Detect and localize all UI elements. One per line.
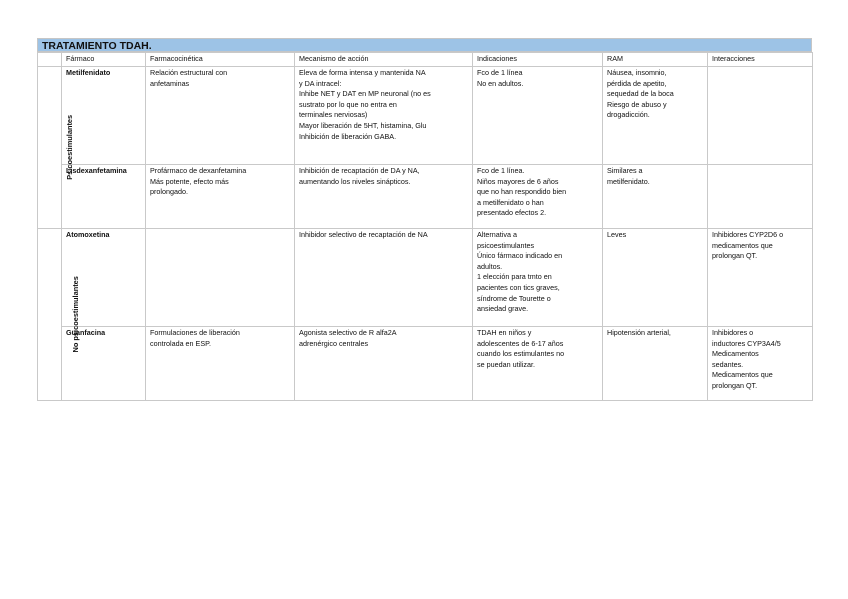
mecanismo-line: Eleva de forma intensa y mantenida NA — [299, 68, 426, 77]
interacciones-cell — [708, 67, 813, 165]
mecanismo-line: y DA intracel: — [299, 78, 342, 88]
farmaco-name: Lisdexanfetamina — [62, 165, 146, 229]
farmacocinetica-cell — [146, 229, 295, 327]
indicaciones-line: Niños mayores de 6 años — [477, 176, 559, 186]
mecanismo-line: Inhibe NET y DAT en MP neuronal (no es — [299, 89, 431, 99]
mecanismo-cell — [295, 229, 473, 327]
indicaciones-line: Fco de 1 línea. — [477, 166, 525, 175]
mecanismo-line: adrenérgico centrales — [299, 338, 369, 348]
interacciones-line: medicamentos que — [712, 240, 773, 250]
ram-line: Riesgo de abuso y — [607, 99, 667, 109]
mecanismo-line: Inhibidor selectivo de recaptación de NA — [299, 230, 428, 239]
indicaciones-line: 1 elección para tmto en — [477, 272, 552, 282]
farmacocinetica-line: Más potente, efecto más — [150, 176, 229, 186]
indicaciones-line: se puedan utilizar. — [477, 359, 535, 369]
indicaciones-line: Alternativa a — [477, 230, 517, 239]
table-row — [38, 67, 813, 165]
interacciones-line: prolongan QT. — [712, 380, 758, 390]
interacciones-cell — [708, 229, 813, 327]
farmacocinetica-cell — [146, 67, 295, 165]
ram-line: sequedad de la boca — [607, 89, 674, 99]
mecanismo-line: sustrato por lo que no entra en — [299, 99, 397, 109]
interacciones-line: Inhibidores o — [712, 328, 754, 337]
header-indicaciones: Indicaciones — [473, 53, 603, 67]
ram-line: Similares a — [607, 166, 643, 175]
ram-line: metilfenidato. — [607, 176, 650, 186]
interacciones-line: prolongan QT. — [712, 251, 758, 261]
indicaciones-line: ansiedad grave. — [477, 304, 529, 314]
mecanismo-line: Agonista selectivo de R alfa2A — [299, 328, 397, 337]
indicaciones-line: pacientes con tics graves, — [477, 282, 560, 292]
farmaco-name: Metilfenidato — [62, 67, 146, 165]
farmacocinetica-line: Formulaciones de liberación — [150, 328, 240, 337]
farmacocinetica-line: controlada en ESP. — [150, 338, 212, 348]
mecanismo-cell — [295, 165, 473, 229]
document-title: TRATAMIENTO TDAH. — [37, 38, 812, 52]
indicaciones-cell — [473, 67, 603, 165]
interacciones-cell — [708, 165, 813, 229]
indicaciones-line: presentado efectos 2. — [477, 208, 547, 218]
group-label-cell — [38, 67, 75, 229]
farmacocinetica-line: prolongado. — [150, 187, 188, 197]
ram-cell — [603, 165, 708, 229]
interacciones-line: Medicamentos que — [712, 370, 773, 380]
table-row — [38, 229, 813, 327]
header-group — [38, 53, 62, 67]
ram-cell — [603, 67, 708, 165]
table-header-row — [38, 53, 813, 67]
indicaciones-line: adultos. — [477, 261, 503, 271]
indicaciones-line: TDAH en niños y — [477, 328, 532, 337]
indicaciones-line: Fco de 1 línea — [477, 68, 523, 77]
indicaciones-line: Único fármaco indicado en — [477, 251, 563, 261]
ram-line: pérdida de apetito, — [607, 78, 667, 88]
farmacocinetica-cell — [146, 165, 295, 229]
interacciones-line: Medicamentos — [712, 349, 759, 359]
mecanismo-line: terminales nerviosas) — [299, 110, 368, 120]
indicaciones-line: adolescentes de 6-17 años — [477, 338, 564, 348]
mecanismo-line: Inhibición de recaptación de DA y NA, — [299, 166, 420, 175]
mecanismo-line: aumentando los niveles sinápticos. — [299, 176, 411, 186]
table-row — [38, 327, 813, 401]
farmacocinetica-line: anfetaminas — [150, 78, 190, 88]
indicaciones-line: síndrome de Tourette o — [477, 293, 551, 303]
mecanismo-cell — [295, 327, 473, 401]
header-mecanismo: Mecanismo de acción — [295, 53, 473, 67]
interacciones-line: sedantes. — [712, 359, 744, 369]
table-row — [38, 165, 813, 229]
group-label: Psicoestimulantes — [65, 115, 75, 180]
interacciones-line: inductores CYP3A4/5 — [712, 338, 781, 348]
table-body — [38, 67, 813, 401]
indicaciones-line: psicoestimulantes — [477, 240, 535, 250]
farmaco-name: Atomoxetina — [62, 229, 146, 327]
treatment-table — [37, 52, 813, 401]
mecanismo-cell — [295, 67, 473, 165]
indicaciones-cell — [473, 165, 603, 229]
indicaciones-line: que no han respondido bien — [477, 187, 567, 197]
ram-line: Leves — [607, 230, 627, 239]
ram-cell — [603, 327, 708, 401]
document-sheet — [37, 38, 812, 401]
farmacocinetica-cell — [146, 327, 295, 401]
group-label: No psicoestimulantes — [70, 276, 80, 353]
interacciones-line: Inhibidores CYP2D6 o — [712, 230, 784, 239]
header-interacciones: Interacciones — [708, 53, 813, 67]
indicaciones-cell — [473, 327, 603, 401]
group-label-cell — [38, 229, 80, 401]
ram-line: Hipotensión arterial, — [607, 328, 671, 337]
header-ram: RAM — [603, 53, 708, 67]
ram-line: drogadicción. — [607, 110, 650, 120]
indicaciones-line: cuando los estimulantes no — [477, 349, 565, 359]
mecanismo-line: Mayor liberación de 5HT, histamina, Glu — [299, 120, 427, 130]
ram-line: Náusea, insomnio, — [607, 68, 667, 77]
indicaciones-line: No en adultos. — [477, 78, 524, 88]
farmacocinetica-line: Relación estructural con — [150, 68, 228, 77]
mecanismo-line: Inhibición de liberación GABA. — [299, 131, 397, 141]
indicaciones-line: a metilfenidato o han — [477, 197, 544, 207]
ram-cell — [603, 229, 708, 327]
header-farmaco: Fármaco — [62, 53, 146, 67]
farmacocinetica-line: Profármaco de dexanfetamina — [150, 166, 247, 175]
interacciones-cell — [708, 327, 813, 401]
header-farmacocinetica: Farmacocinética — [146, 53, 295, 67]
farmaco-name: Guanfacina — [62, 327, 146, 401]
indicaciones-cell — [473, 229, 603, 327]
